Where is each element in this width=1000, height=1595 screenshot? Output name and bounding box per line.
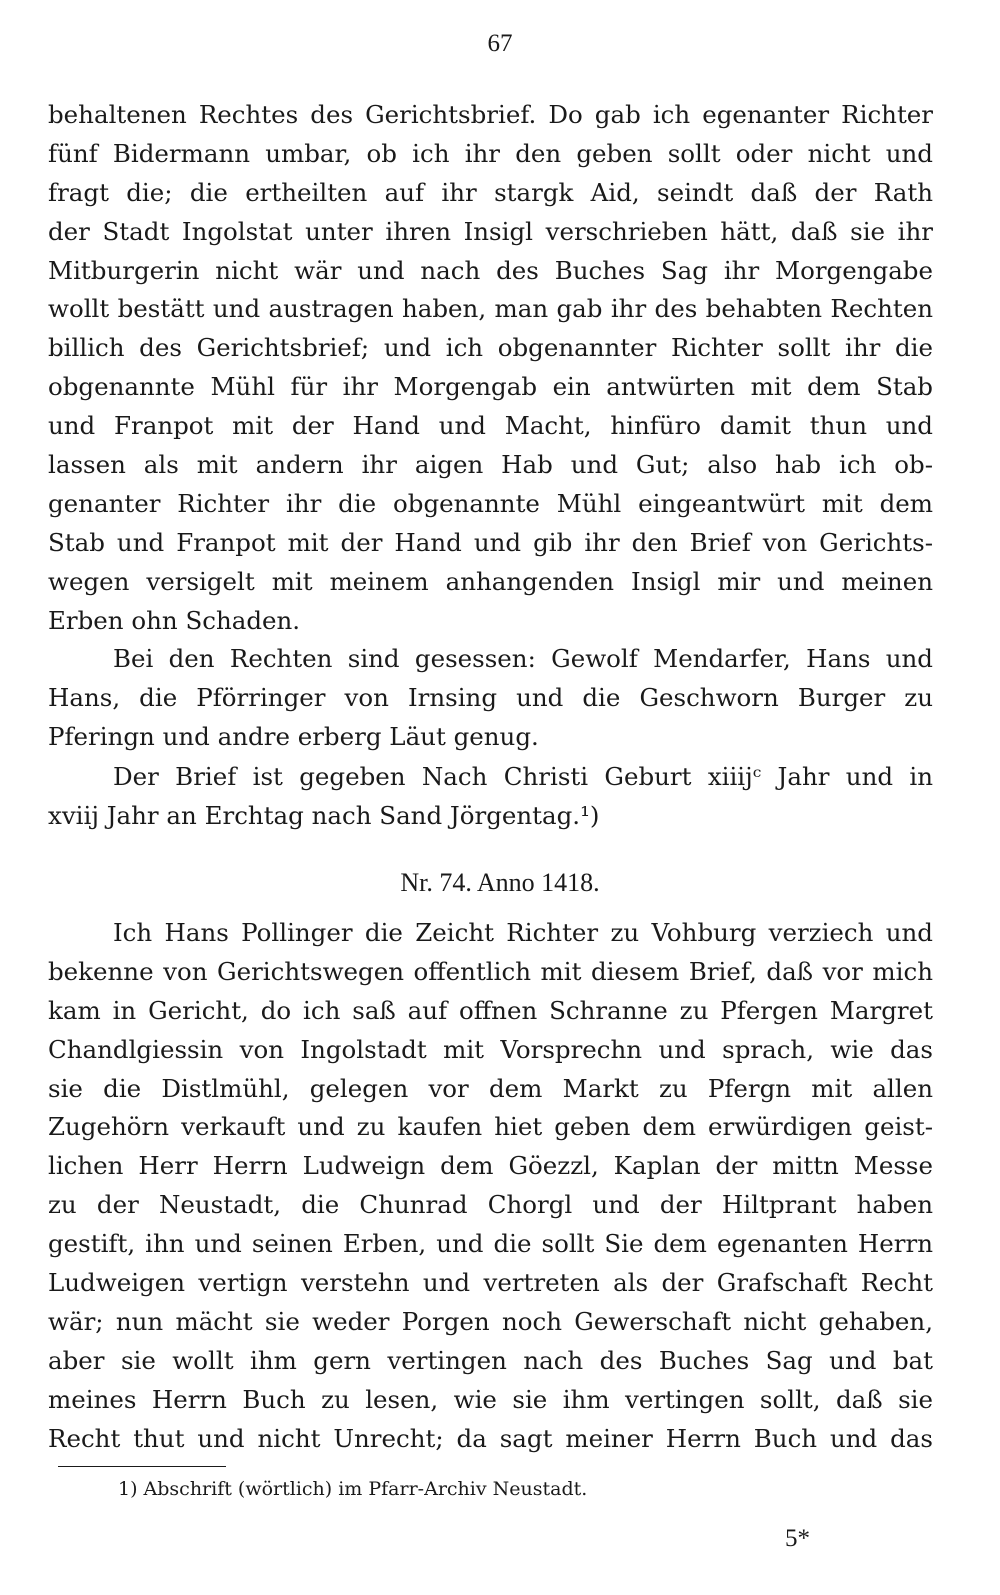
text-line: Mitburgerin nicht wär und nach des Buches Sag ihr Morgengabe	[48, 255, 933, 285]
footnote-divider	[58, 1466, 226, 1467]
text-line: Stab und Franpot mit der Hand und gib ihr den Brief von Gerichts-	[48, 527, 933, 557]
text-line: lassen als mit andern ihr aigen Hab und Gut; also hab ich ob-	[48, 450, 933, 480]
text-line: der Stadt Ingolstat unter ihren Insigl verschrieben hätt, daß sie ihr	[48, 216, 933, 246]
text-line: obgenannte Mühl für ihr Morgengab ein antwürten mit dem Stab	[48, 372, 933, 402]
text-line: sie die Distlmühl, gelegen vor dem Markt zu Pfergn mit allen	[48, 1073, 933, 1103]
text-line: fünf Bidermann umbar, ob ich ihr den geben sollt oder nicht und	[48, 138, 933, 168]
text-line: Ludweigen vertign verstehn und vertreten als der Grafschaft Recht	[48, 1268, 933, 1298]
text-line: gestift, ihn und seinen Erben, und die sollt Sie dem egenanten Herrn	[48, 1229, 933, 1259]
paragraph-date	[48, 758, 933, 836]
text-line: meines Herrn Buch zu lesen, wie sie ihm vertingen sollt, daß sie	[48, 1384, 933, 1414]
document-heading: Nr. 74. Anno 1418.	[400, 868, 600, 897]
text-line: Ich Hans Pollinger die Zeicht Richter zu Vohburg verziech und	[113, 918, 933, 947]
paragraph-nr-74	[48, 914, 933, 1458]
text-line: billich des Gerichtsbrief; und ich obgenannter Richter sollt ihr die	[48, 333, 933, 363]
text-line: fragt die; die ertheilten auf ihr stargk Aid, seindt daß der Rath	[48, 177, 933, 207]
text-line: wär; nun mächt sie weder Porgen noch Gewerschaft nicht gehaben,	[48, 1306, 933, 1336]
text-line: lichen Herr Herrn Ludweign dem Göezzl, Kaplan der mittn Messe	[48, 1151, 933, 1181]
text-line: Pferingn und andre erberg Läut genug.	[48, 721, 539, 751]
text-line: wollt bestätt und austragen haben, man gab ihr des behabten Rechten	[48, 294, 933, 324]
signature-mark: 5*	[785, 1525, 810, 1552]
text-line: bekenne von Gerichtswegen offentlich mit diesem Brief, daß vor mich	[48, 956, 933, 986]
text-line: Recht thut und nicht Unrecht; da sagt meiner Herrn Buch und das	[48, 1423, 933, 1453]
text-line: aber sie wollt ihm gern vertingen nach des Buches Sag und bat	[48, 1345, 933, 1375]
text-line: behaltenen Rechtes des Gerichtsbrief. Do gab ich egenanter Richter	[48, 100, 933, 129]
footnote: 1) Abschrift (wörtlich) im Pfarr-Archiv Neustadt.	[118, 1478, 588, 1500]
page-number: 67	[487, 30, 513, 57]
text-line: Hans, die Pförringer von Irnsing und die Geschworn Burger zu	[48, 682, 933, 712]
text-line: genanter Richter ihr die obgenannte Mühl eingeantwürt mit dem	[48, 488, 933, 518]
text-line: Der Brief ist gegeben Nach Christi Geburt xiiijᶜ Jahr und in	[113, 762, 933, 791]
paragraph-continuation	[48, 96, 933, 640]
text-line: und Franpot mit der Hand und Macht, hinfüro damit thun und	[48, 411, 933, 441]
text-line: Bei den Rechten sind gesessen: Gewolf Mendarfer, Hans und	[113, 644, 933, 673]
text-line: Erben ohn Schaden.	[48, 605, 301, 635]
text-line: kam in Gericht, do ich saß auf offnen Schranne zu Pfergen Margret	[48, 995, 933, 1025]
text-line: Zugehörn verkauft und zu kaufen hiet geben dem erwürdigen geist-	[48, 1112, 933, 1142]
text-line: xviij Jahr an Erchtag nach Sand Jörgentag.¹)	[48, 800, 600, 830]
paragraph-witnesses	[48, 640, 933, 757]
text-line: Chandlgiessin von Ingolstadt mit Vorsprechn und sprach, wie das	[48, 1034, 933, 1064]
text-line: wegen versigelt mit meinem anhangenden Insigl mir und meinen	[48, 566, 933, 596]
text-line: zu der Neustadt, die Chunrad Chorgl und der Hiltprant haben	[48, 1190, 933, 1220]
